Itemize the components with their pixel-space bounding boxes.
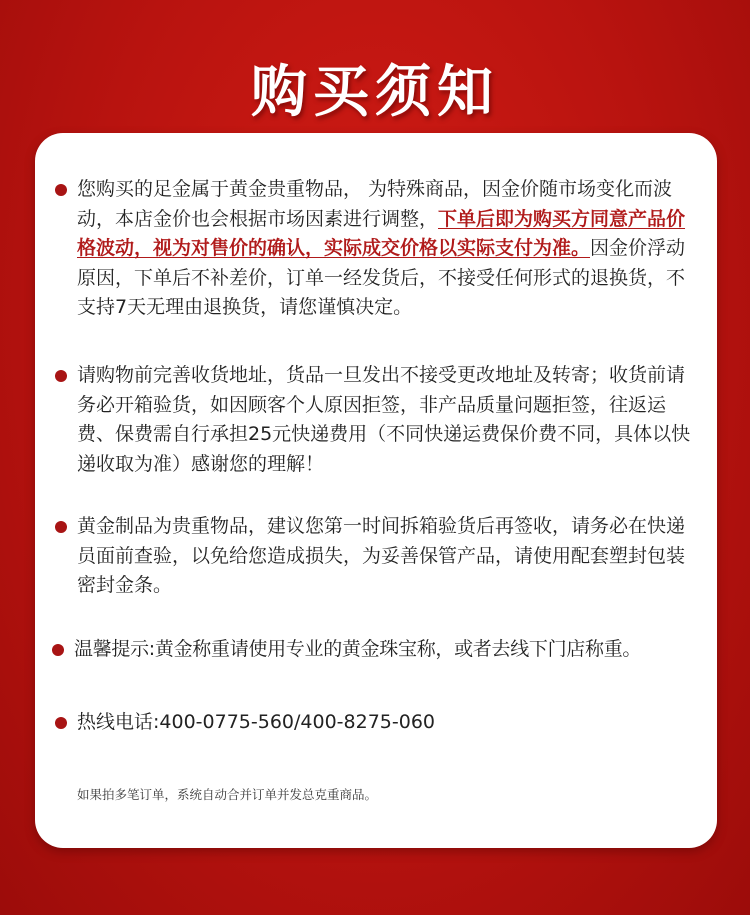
bullet-dot-icon: [55, 717, 67, 729]
footnote: 如果拍多笔订单，系统自动合并订单并发总克重商品。: [77, 787, 378, 802]
notice-item-weighing-tip: [74, 635, 714, 665]
page-title: 购买须知: [251, 60, 499, 125]
notice-text-part2: 因金价浮动原因，下单后不补差价，订单一经发货后，不接受任何形式的退换货，不支持7天无理由退换货，请您谨慎决定。: [77, 237, 686, 318]
notice-item-hotline: [77, 708, 697, 738]
notice-text-part1: 您购买的足金属于黄金贵重物品， 为特殊商品，因金价随市场变化而波动，本店金价也会根据市场因素进行调整，: [77, 178, 673, 230]
hotline-text: 热线电话:400-0775-560/400-8275-060: [77, 711, 435, 733]
bullet-dot-icon: [55, 184, 67, 196]
notice-text: 黄金制品为贵重物品，建议您第一时间拆箱验货后再签收，请务必在快递员面前查验，以免给您造成损失，为妥善保管产品，请使用配套塑封包装密封金条。: [77, 515, 686, 596]
bullet-dot-icon: [52, 644, 64, 656]
notice-item-address: [77, 361, 697, 479]
bullet-dot-icon: [55, 370, 67, 382]
notice-text: 温馨提示:黄金称重请使用专业的黄金珠宝称，或者去线下门店称重。: [74, 638, 642, 660]
bullet-dot-icon: [55, 521, 67, 533]
notice-item-price: [77, 175, 697, 323]
notice-text: 请购物前完善收货地址，货品一旦发出不接受更改地址及转寄；收货前请务必开箱验货，如因顾客个人原因拒签，非产品质量问题拒签，往返运费、保费需自行承担25元快递费用（不同快递运费保价费不同，具体以快递收取为准）感谢您的理解！: [77, 364, 691, 475]
notice-item-inspection: [77, 512, 697, 601]
notice-highlight: 下单后即为购买方同意产品价格波动，视为对售价的确认，实际成交价格以实际支付为准。: [77, 207, 686, 259]
notice-card: [35, 133, 717, 848]
